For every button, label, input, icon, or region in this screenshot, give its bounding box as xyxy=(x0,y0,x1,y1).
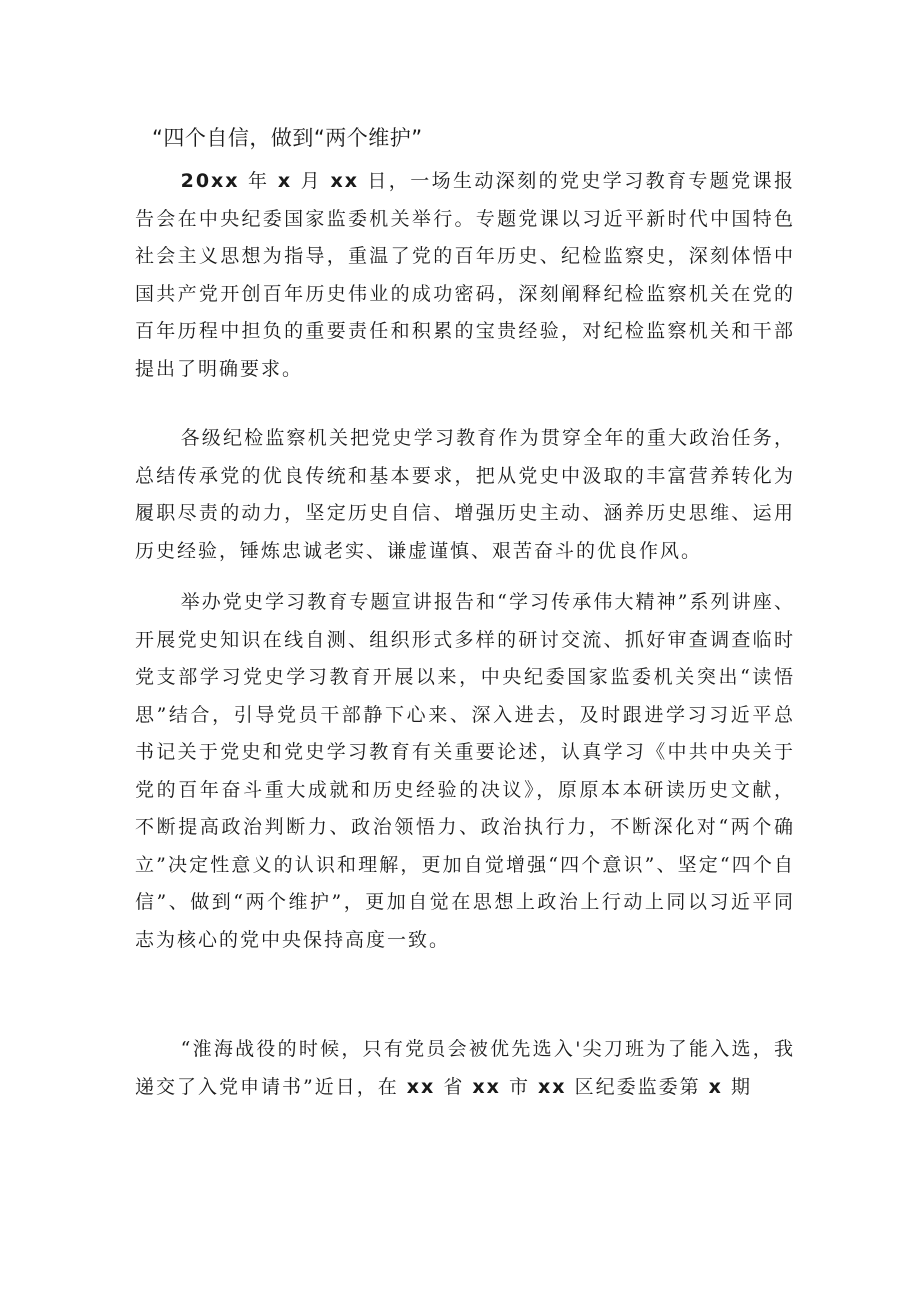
paragraph-1-text: 日，一场生动深刻的党史学习教育专题党课报告会在中央纪委国家监委机关举行。专题党课以习近平新时代中国特色社会主义思想为指导，重温了党的百年历史、纪检监察史，深刻体悟中国共产党开创百年历史伟业的成功密码，深刻阐释纪检监察机关在党的百年历程中担负的重要责任和积累的宝贵经验，对纪检监察机关和干部提出了明确要求。 xyxy=(135,170,796,380)
paragraph-2: 各级纪检监察机关把党史学习教育作为贯穿全年的重大政治任务，总结传承党的优良传统和基本要求，把从党史中汲取的丰富营养转化为履职尽责的动力，坚定历史自信、增强历史主动、涵养历史思维、运用历史经验，锤炼忠诚老实、谦虚谨慎、艰苦奋斗的优良作风。 xyxy=(135,427,795,562)
period-char: 期 xyxy=(730,1075,752,1098)
paragraph-4-text-b: 区纪委监委第 xyxy=(574,1075,701,1098)
section-heading: “四个自信，做到“两个维护” xyxy=(152,126,423,150)
city-char: 市 xyxy=(508,1075,530,1098)
date-month: x xyxy=(277,170,293,192)
date-year: 20xx xyxy=(180,170,240,192)
province-placeholder: xx xyxy=(406,1075,436,1098)
district-placeholder: xx xyxy=(538,1075,567,1098)
period-placeholder: x xyxy=(708,1075,723,1098)
date-day: xx xyxy=(330,170,359,192)
paragraph-4-text-a: “淮海战役的时候，只有党员会被优先选入'尖刀班为了能入选，我递交了入党申请书”近日，在 xyxy=(135,1038,795,1098)
year-char: 年 xyxy=(248,170,270,192)
paragraph-1 xyxy=(135,163,795,388)
city-placeholder: xx xyxy=(472,1075,501,1098)
paragraph-3: 举办党史学习教育专题宣讲报告和“学习传承伟大精神”系列讲座、开展党史知识在线自测、组织形式多样的研讨交流、抓好审查调查临时党支部学习党史学习教育开展以来，中央纪委国家监委机关突出“读悟思”结合，引导党员干部静下心来、深入进去，及时跟进学习习近平总书记关于党史和党史学习教育有关重要论述，认真学习《中共中央关于党的百年奋斗重大成就和历史经验的决议》，原原本本研读历史文献，不断提高政治判断力、政治领悟力、政治执行力，不断深化对“两个确立”决定性意义的认识和理解，更加自觉增强“四个意识”、坚定“四个自信”、做到“两个维护”，更加自觉在思想上政治上行动上同以习近平同志为核心的党中央保持高度一致。 xyxy=(135,591,795,951)
paragraph-4 xyxy=(135,1031,795,1106)
month-char: 月 xyxy=(300,170,322,192)
province-char: 省 xyxy=(443,1075,465,1098)
